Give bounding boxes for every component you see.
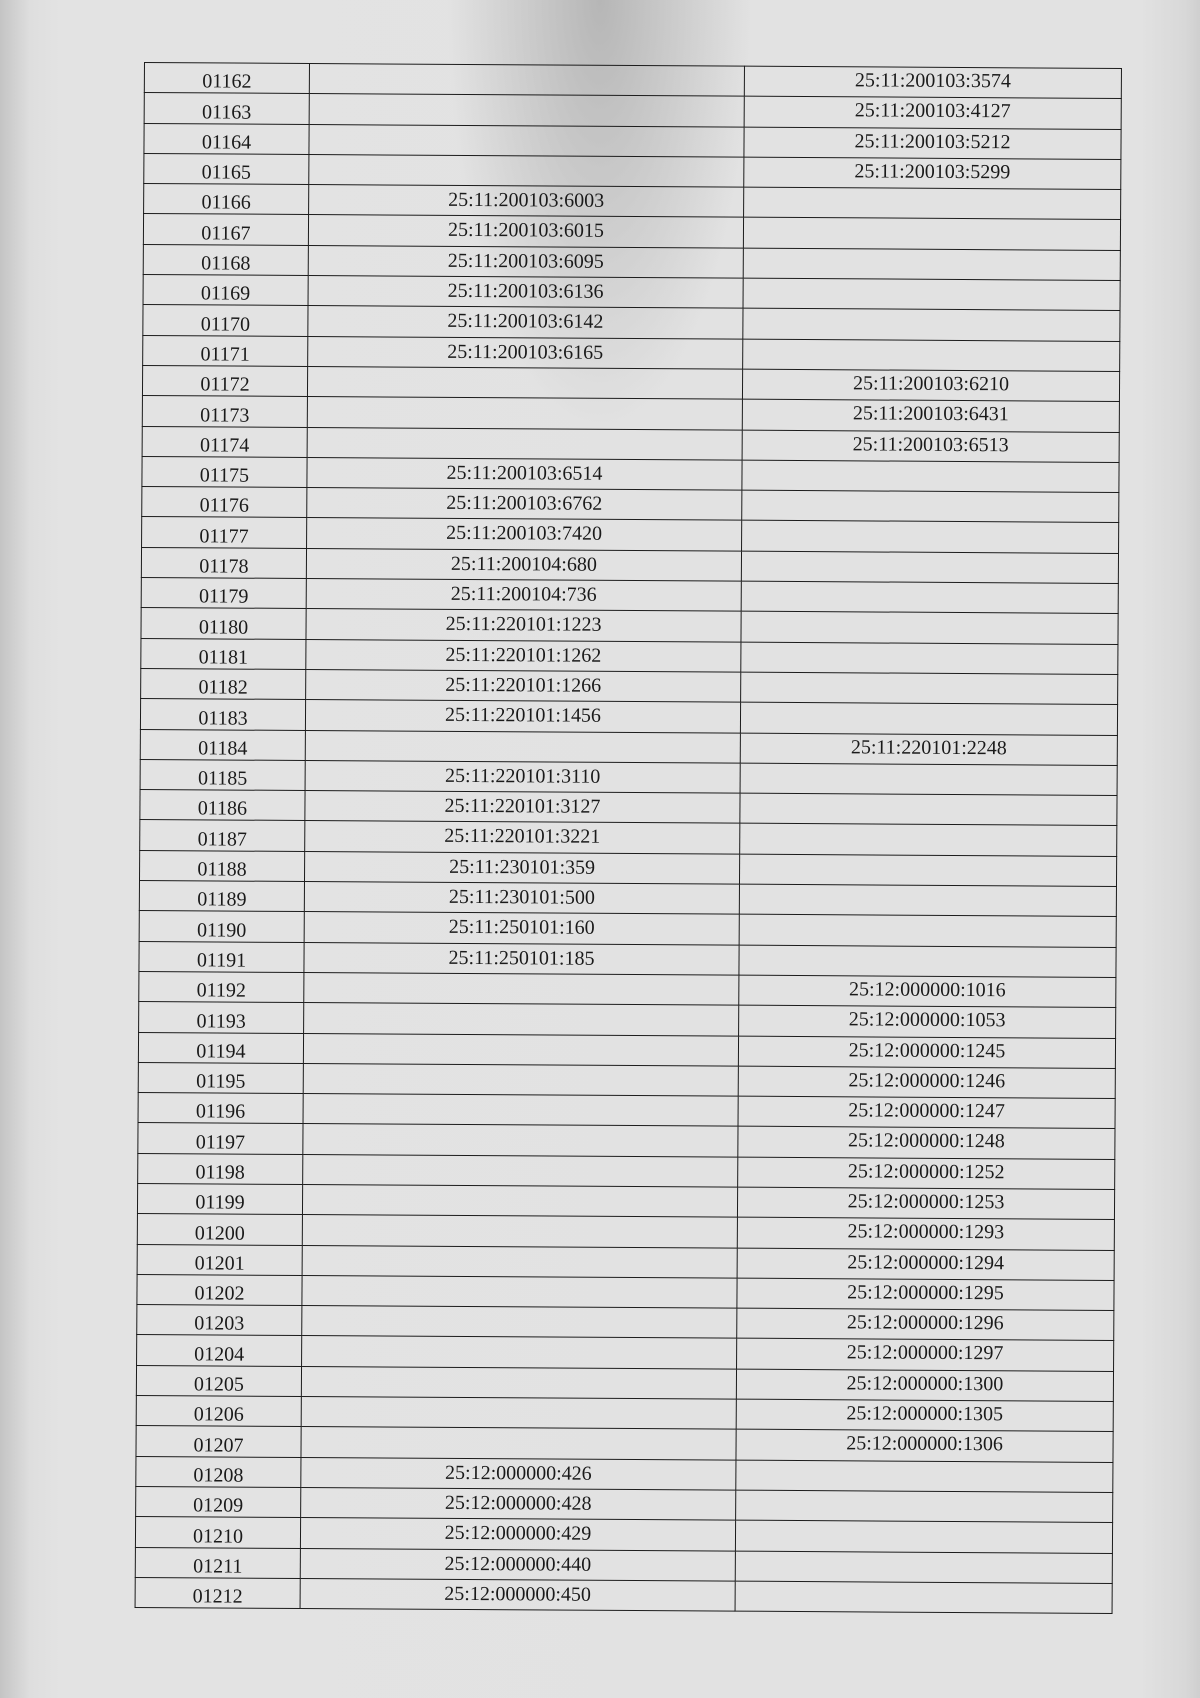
- alternate-cadastral-number-cell: [743, 218, 1120, 251]
- row-number-cell: 01202: [137, 1274, 302, 1305]
- row-number-cell: 01212: [135, 1577, 300, 1608]
- row-number-cell: 01169: [143, 275, 308, 306]
- cadastral-number-cell: [302, 1275, 737, 1308]
- alternate-cadastral-number-cell: 25:11:200103:6431: [742, 399, 1119, 432]
- alternate-cadastral-number-cell: [739, 854, 1116, 887]
- alternate-cadastral-number-cell: [744, 187, 1121, 220]
- cadastral-number-cell: 25:11:200103:6095: [308, 245, 743, 278]
- row-number-cell: 01174: [142, 426, 307, 457]
- cadastral-number-cell: [309, 64, 744, 97]
- cadastral-number-cell: [303, 1124, 738, 1157]
- cadastral-number-cell: 25:11:230101:500: [304, 882, 739, 915]
- row-number-cell: 01167: [143, 214, 308, 245]
- row-number-cell: 01175: [142, 456, 307, 487]
- cadastral-number-cell: 25:12:000000:428: [301, 1487, 736, 1520]
- row-number-cell: 01185: [140, 759, 305, 790]
- cadastral-number-cell: [305, 730, 740, 763]
- row-number-cell: 01197: [138, 1123, 303, 1154]
- alternate-cadastral-number-cell: [743, 309, 1120, 342]
- row-number-cell: 01179: [141, 578, 306, 609]
- cadastral-number-cell: 25:11:200103:6762: [307, 488, 742, 521]
- alternate-cadastral-number-cell: 25:12:000000:1293: [737, 1217, 1114, 1250]
- cadastral-number-cell: [307, 427, 742, 460]
- row-number-cell: 01164: [144, 123, 309, 154]
- row-number-cell: 01209: [136, 1486, 301, 1517]
- alternate-cadastral-number-cell: [735, 1581, 1112, 1614]
- alternate-cadastral-number-cell: 25:11:200103:4127: [744, 96, 1121, 129]
- row-number-cell: 01190: [139, 911, 304, 942]
- table-row: [135, 1577, 1112, 1613]
- alternate-cadastral-number-cell: 25:12:000000:1297: [737, 1339, 1114, 1372]
- row-number-cell: 01182: [141, 668, 306, 699]
- alternate-cadastral-number-cell: 25:12:000000:1300: [736, 1369, 1113, 1402]
- alternate-cadastral-number-cell: [739, 945, 1116, 978]
- cadastral-number-cell: [303, 1154, 738, 1187]
- row-number-cell: 01210: [135, 1517, 300, 1548]
- cadastral-number-cell: 25:11:250101:185: [304, 942, 739, 975]
- cadastral-number-cell: [301, 1366, 736, 1399]
- alternate-cadastral-number-cell: 25:12:000000:1296: [737, 1308, 1114, 1341]
- alternate-cadastral-number-cell: 25:12:000000:1246: [738, 1066, 1115, 1099]
- row-number-cell: 01203: [137, 1305, 302, 1336]
- alternate-cadastral-number-cell: [735, 1551, 1112, 1584]
- row-number-cell: 01188: [140, 850, 305, 881]
- row-number-cell: 01183: [140, 699, 305, 730]
- alternate-cadastral-number-cell: 25:11:200103:6210: [742, 369, 1119, 402]
- row-number-cell: 01196: [138, 1093, 303, 1124]
- cadastral-number-cell: 25:11:200103:6142: [308, 306, 743, 339]
- cadastral-number-cell: [307, 397, 742, 430]
- alternate-cadastral-number-cell: 25:12:000000:1016: [739, 975, 1116, 1008]
- alternate-cadastral-number-cell: [736, 1460, 1113, 1493]
- alternate-cadastral-number-cell: 25:12:000000:1053: [739, 1005, 1116, 1038]
- cadastral-number-cell: 25:11:220101:3127: [305, 791, 740, 824]
- alternate-cadastral-number-cell: [740, 793, 1117, 826]
- cadastral-number-cell: 25:11:220101:1456: [305, 700, 740, 733]
- cadastral-number-cell: 25:11:250101:160: [304, 912, 739, 945]
- alternate-cadastral-number-cell: [735, 1520, 1112, 1553]
- cadastral-number-cell: [303, 1094, 738, 1127]
- cadastral-number-cell: 25:11:220101:3110: [305, 760, 740, 793]
- row-number-cell: 01192: [139, 971, 304, 1002]
- cadastral-number-table: [135, 62, 1122, 1614]
- cadastral-number-cell: 25:12:000000:426: [301, 1457, 736, 1490]
- cadastral-number-cell: [307, 366, 742, 399]
- alternate-cadastral-number-cell: [740, 763, 1117, 796]
- row-number-cell: 01186: [140, 790, 305, 821]
- table-body: [135, 63, 1121, 1614]
- alternate-cadastral-number-cell: 25:12:000000:1247: [738, 1096, 1115, 1129]
- row-number-cell: 01165: [144, 153, 309, 184]
- alternate-cadastral-number-cell: 25:11:200103:5212: [744, 127, 1121, 160]
- row-number-cell: 01173: [142, 396, 307, 427]
- row-number-cell: 01191: [139, 941, 304, 972]
- row-number-cell: 01201: [137, 1244, 302, 1275]
- row-number-cell: 01177: [142, 517, 307, 548]
- cadastral-number-cell: 25:11:220101:1262: [306, 639, 741, 672]
- cadastral-number-cell: [304, 1003, 739, 1036]
- cadastral-number-cell: [301, 1397, 736, 1430]
- cadastral-number-cell: [304, 972, 739, 1005]
- row-number-cell: 01207: [136, 1426, 301, 1457]
- alternate-cadastral-number-cell: [743, 278, 1120, 311]
- row-number-cell: 01199: [137, 1183, 302, 1214]
- alternate-cadastral-number-cell: [739, 914, 1116, 947]
- row-number-cell: 01211: [135, 1547, 300, 1578]
- cadastral-number-cell: 25:12:000000:450: [300, 1578, 735, 1611]
- row-number-cell: 01198: [138, 1153, 303, 1184]
- alternate-cadastral-number-cell: 25:12:000000:1252: [738, 1157, 1115, 1190]
- cadastral-number-cell: 25:11:200103:6015: [308, 215, 743, 248]
- alternate-cadastral-number-cell: [741, 642, 1118, 675]
- row-number-cell: 01163: [144, 93, 309, 124]
- row-number-cell: 01200: [137, 1214, 302, 1245]
- alternate-cadastral-number-cell: 25:11:200103:3574: [744, 66, 1121, 99]
- cadastral-number-cell: [302, 1336, 737, 1369]
- alternate-cadastral-number-cell: 25:12:000000:1295: [737, 1278, 1114, 1311]
- row-number-cell: 01181: [141, 638, 306, 669]
- cadastral-number-cell: 25:11:230101:359: [304, 851, 739, 884]
- cadastral-number-cell: 25:11:220101:3221: [305, 821, 740, 854]
- row-number-cell: 01170: [143, 305, 308, 336]
- row-number-cell: 01178: [141, 547, 306, 578]
- cadastral-number-cell: 25:11:200103:6136: [308, 276, 743, 309]
- row-number-cell: 01194: [138, 1032, 303, 1063]
- alternate-cadastral-number-cell: [740, 824, 1117, 857]
- alternate-cadastral-number-cell: [736, 1490, 1113, 1523]
- cadastral-number-cell: 25:11:200103:6165: [308, 336, 743, 369]
- cadastral-number-cell: [302, 1184, 737, 1217]
- cadastral-number-cell: 25:11:220101:1223: [306, 609, 741, 642]
- alternate-cadastral-number-cell: 25:12:000000:1248: [738, 1127, 1115, 1160]
- row-number-cell: 01166: [144, 184, 309, 215]
- cadastral-number-cell: [303, 1033, 738, 1066]
- alternate-cadastral-number-cell: 25:12:000000:1245: [738, 1036, 1115, 1069]
- alternate-cadastral-number-cell: [742, 460, 1119, 493]
- row-number-cell: 01176: [142, 487, 307, 518]
- row-number-cell: 01184: [140, 729, 305, 760]
- alternate-cadastral-number-cell: [743, 339, 1120, 372]
- cadastral-number-cell: 25:11:200103:6514: [307, 457, 742, 490]
- alternate-cadastral-number-cell: 25:12:000000:1305: [736, 1399, 1113, 1432]
- alternate-cadastral-number-cell: 25:12:000000:1306: [736, 1430, 1113, 1463]
- alternate-cadastral-number-cell: [739, 884, 1116, 917]
- cadastral-number-cell: [302, 1245, 737, 1278]
- row-number-cell: 01204: [137, 1335, 302, 1366]
- alternate-cadastral-number-cell: [742, 521, 1119, 554]
- row-number-cell: 01195: [138, 1062, 303, 1093]
- row-number-cell: 01189: [139, 881, 304, 912]
- row-number-cell: 01180: [141, 608, 306, 639]
- cadastral-number-cell: [303, 1063, 738, 1096]
- row-number-cell: 01187: [140, 820, 305, 851]
- cadastral-number-cell: 25:12:000000:440: [300, 1548, 735, 1581]
- cadastral-number-cell: [302, 1215, 737, 1248]
- alternate-cadastral-number-cell: [741, 612, 1118, 645]
- alternate-cadastral-number-cell: [740, 702, 1117, 735]
- cadastral-number-cell: 25:11:200103:6003: [309, 185, 744, 218]
- alternate-cadastral-number-cell: 25:11:220101:2248: [740, 733, 1117, 766]
- alternate-cadastral-number-cell: [741, 581, 1118, 614]
- alternate-cadastral-number-cell: [741, 672, 1118, 705]
- alternate-cadastral-number-cell: 25:12:000000:1253: [737, 1187, 1114, 1220]
- cadastral-number-cell: [301, 1427, 736, 1460]
- cadastral-number-cell: 25:12:000000:429: [300, 1518, 735, 1551]
- alternate-cadastral-number-cell: [742, 490, 1119, 523]
- row-number-cell: 01208: [136, 1456, 301, 1487]
- alternate-cadastral-number-cell: 25:11:200103:5299: [744, 157, 1121, 190]
- cadastral-number-cell: 25:11:200103:7420: [307, 518, 742, 551]
- cadastral-number-cell: 25:11:220101:1266: [306, 669, 741, 702]
- cadastral-number-cell: 25:11:200104:680: [306, 548, 741, 581]
- alternate-cadastral-number-cell: [743, 248, 1120, 281]
- alternate-cadastral-number-cell: [741, 551, 1118, 584]
- alternate-cadastral-number-cell: 25:12:000000:1294: [737, 1248, 1114, 1281]
- row-number-cell: 01205: [136, 1365, 301, 1396]
- row-number-cell: 01162: [144, 63, 309, 94]
- cadastral-number-cell: [309, 124, 744, 157]
- row-number-cell: 01193: [139, 1002, 304, 1033]
- row-number-cell: 01206: [136, 1396, 301, 1427]
- cadastral-number-cell: [309, 94, 744, 127]
- row-number-cell: 01168: [143, 244, 308, 275]
- row-number-cell: 01172: [142, 365, 307, 396]
- alternate-cadastral-number-cell: 25:11:200103:6513: [742, 430, 1119, 463]
- row-number-cell: 01171: [143, 335, 308, 366]
- cadastral-number-cell: [309, 154, 744, 187]
- cadastral-number-cell: 25:11:200104:736: [306, 579, 741, 612]
- cadastral-number-cell: [302, 1306, 737, 1339]
